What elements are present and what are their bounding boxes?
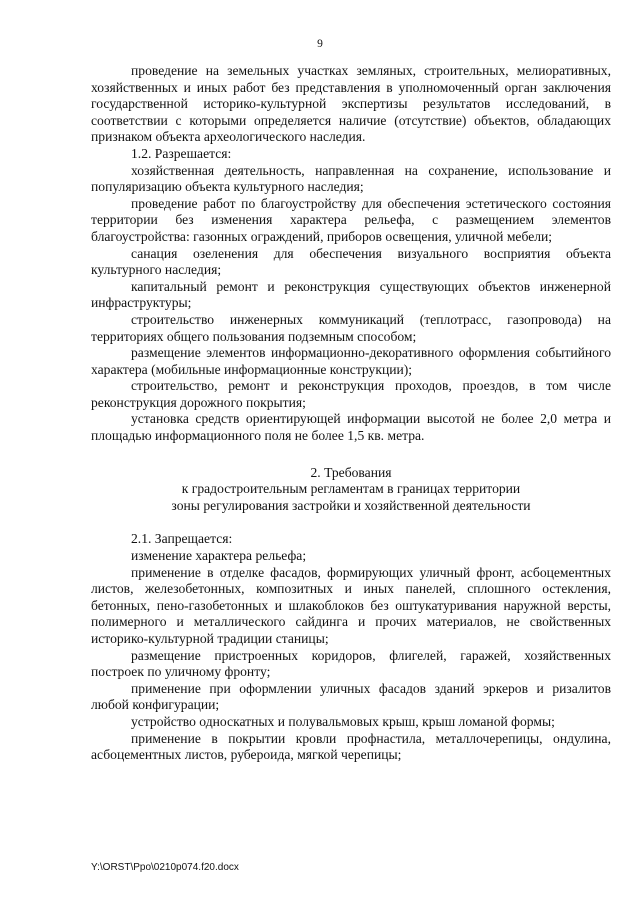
paragraph: строительство, ремонт и реконструкция проходов, проездов, в том числе реконструкция дорожного покрытия; [91,378,611,410]
paragraph: капитальный ремонт и реконструкция существующих объектов инженерной инфраструктуры; [91,278,611,311]
paragraph: устройство односкатных и полувальмовых крыш, крыш ломаной формы; [131,713,555,729]
paragraph: проведение работ по благоустройству для обеспечения эстетического состояния территории без изменения характера рельефа, с размещением элементов благоустройства: газонных ограждений, приборов освещения, уличной мебели; [91,195,611,244]
page-number: 9 [317,38,323,50]
section-heading-subtitle-line-1: к градостроительным регламентам в границах территории [181,481,521,497]
paragraph: размещение пристроенных коридоров, флигелей, гаражей, хозяйственных построек по уличному фронту; [91,647,611,680]
paragraph: установка средств ориентирующей информации высотой не более 2,0 метра и площадью информационного поля не более 1,5 кв. метра. [91,411,611,444]
paragraph: 2.1. Запрещается: [131,531,233,547]
paragraph: хозяйственная деятельность, направленная на сохранение, использование и популяризацию объекта культурного наследия; [91,162,611,195]
paragraph: применение в покрытии кровли профнастила, металлочерепицы, ондулина, асбоцементных листов, рубероида, мягкой черепицы; [91,730,611,763]
paragraph: проведение на земельных участках земляных, строительных, мелиоративных, хозяйственных и иных работ без представления в уполномоченный орган заключения государственной историко-культурной экспертизы результатов исследований, в соответствии с которыми определяется наличие (отсутствие) объектов, обладающих признаком объекта археологического наследия. [91,63,611,145]
paragraph: изменение характера рельефа; [131,548,307,564]
paragraph: применение в отделке фасадов, формирующих уличный фронт, асбоцементных листов, железобетонных, композитных и иных панелей, сплошного остекления, бетонных, пено-газобетонных и шлакоблоков без оштукатуривания наружной версты, полимерного и металлического сайдинга и прочих материалов, не свойственных историко-культурной традиции станицы; [91,564,611,646]
section-heading-subtitle-line-2: зоны регулирования застройки и хозяйственной деятельности [171,497,531,513]
footer-file-path: Y:\ORST\Ppo\0210p074.f20.docx [91,862,239,873]
document-body [91,63,611,764]
section-heading-title: 2. Требования [310,464,392,480]
paragraph: строительство инженерных коммуникаций (теплотрасс, газопровода) на территориях общего пользования подземным способом; [91,311,611,344]
paragraph: санация озеленения для обеспечения визуального восприятия объекта культурного наследия; [91,245,611,278]
paragraph: 1.2. Разрешается: [131,145,232,161]
paragraph: размещение элементов информационно-декоративного оформления событийного характера (мобильные информационные конструкции); [91,345,611,377]
paragraph: применение при оформлении уличных фасадов зданий эркеров и ризалитов любой конфигурации; [91,680,611,713]
section-heading [91,465,611,515]
